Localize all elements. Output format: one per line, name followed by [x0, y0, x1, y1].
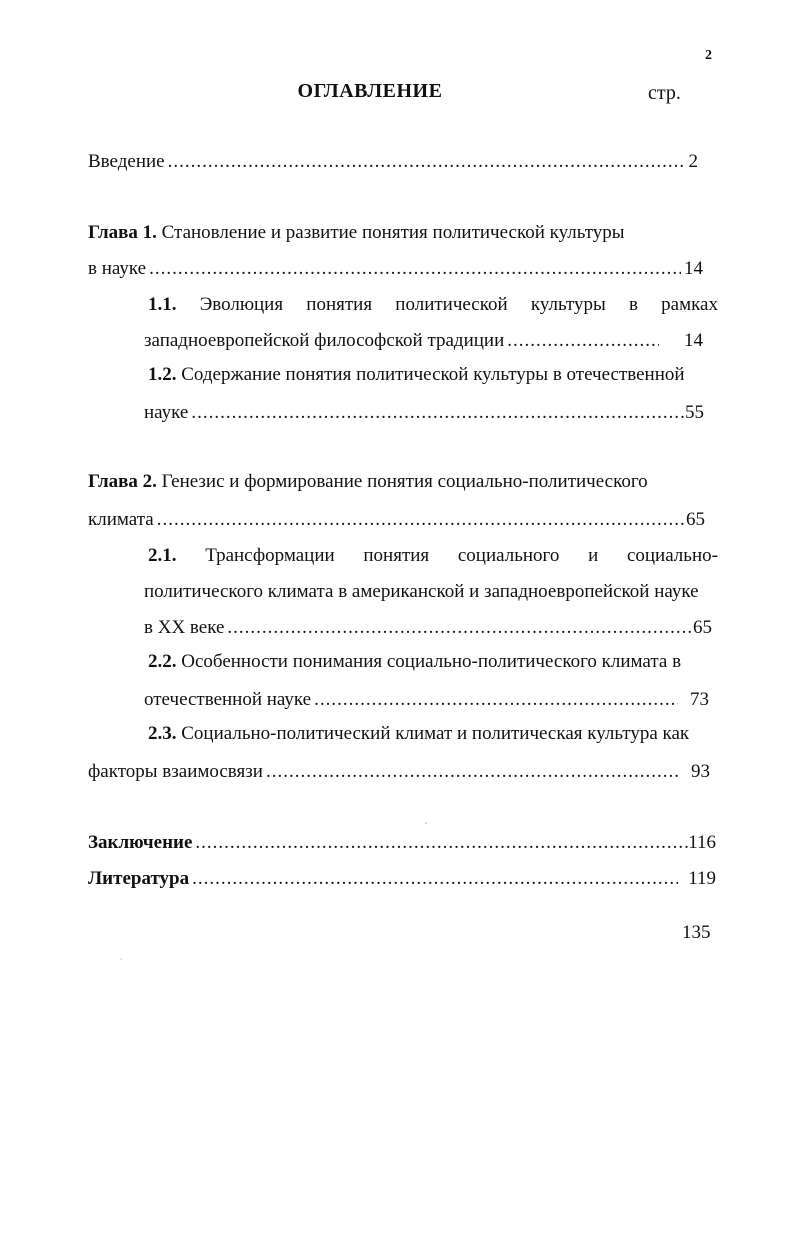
section-word: социально- [626, 545, 718, 566]
scan-speck [425, 822, 427, 824]
chapter-title-line2: в науке [88, 258, 147, 279]
toc-entry-page: 55 [685, 402, 704, 423]
chapter-title-line1: Становление и развитие понятия политической культуры [161, 222, 625, 243]
section-word: культуры [530, 294, 606, 315]
leader-dots [191, 400, 685, 426]
toc-entry-conclusion[interactable] [88, 830, 716, 856]
chapter-number: Глава 1. [88, 222, 157, 243]
leader-dots [227, 615, 693, 641]
section-title-line2: науке [144, 402, 189, 423]
section-number: 1.2. [148, 364, 177, 385]
section-word: и [588, 545, 599, 566]
toc-section-2-1-line2: политического климата в американской и западноевропейской науке [144, 581, 699, 602]
toc-section-1-1[interactable] [144, 328, 703, 354]
toc-chapter-2[interactable] [88, 507, 705, 533]
toc-section-1-2-title[interactable] [148, 364, 685, 386]
chapter-title-line2: климата [88, 509, 154, 530]
toc-chapter-1-title[interactable] [88, 222, 625, 244]
toc-section-2-1[interactable] [144, 615, 712, 641]
toc-entry-literature[interactable] [88, 866, 716, 892]
toc-section-2-3-title[interactable] [148, 723, 689, 745]
chapter-number: Глава 2. [88, 471, 157, 492]
toc-entry-page: 65 [686, 509, 705, 530]
section-word: понятия [363, 545, 430, 566]
page-title: ОГЛАВЛЕНИЕ [297, 80, 443, 102]
leader-dots [314, 687, 678, 713]
toc-entry-page: 2 [688, 151, 698, 172]
section-word: понятия [306, 294, 373, 315]
toc-chapter-2-title[interactable] [88, 471, 648, 493]
toc-entry-page: 14 [684, 258, 703, 279]
section-word: Трансформации [205, 545, 335, 566]
leader-dots [157, 507, 686, 533]
section-title-line1: Особенности понимания социально-политического климата в [181, 651, 682, 672]
leader-dots [168, 149, 686, 175]
chapter-title-line1: Генезис и формирование понятия социально-политического [161, 471, 648, 492]
section-word: в [628, 294, 638, 315]
toc-section-2-2[interactable] [144, 687, 709, 713]
section-title-line2: западноевропейской философской традиции [144, 330, 505, 351]
toc-section-2-1-title[interactable] [148, 543, 718, 569]
page-number: 2 [705, 48, 712, 63]
toc-section-1-1-title[interactable] [148, 292, 718, 318]
leader-dots [195, 830, 688, 856]
toc-entry-page: 65 [693, 617, 712, 638]
leader-dots [149, 256, 681, 282]
section-title-line1: Содержание понятия политической культуры в отечественной [181, 364, 685, 385]
section-number: 1.1. [148, 294, 177, 315]
scan-speck [120, 958, 122, 960]
toc-entry-page: 93 [691, 761, 710, 782]
section-number: 2.3. [148, 723, 177, 744]
leader-dots [266, 759, 679, 785]
section-word: политической [395, 294, 508, 315]
toc-section-2-3[interactable] [88, 759, 710, 785]
toc-entry-page: 116 [688, 832, 716, 853]
toc-entry-page: 119 [688, 868, 716, 889]
section-title-line1: Социально-политический климат и политическая культура как [181, 723, 690, 744]
section-word: рамках [661, 294, 718, 315]
section-title-line2: факторы взаимосвязи [88, 761, 263, 782]
toc-entry-page: 73 [690, 689, 709, 710]
toc-appendix-page[interactable]: 135 [682, 922, 711, 943]
section-title-line2: отечественной науке [144, 689, 312, 710]
section-number: 2.2. [148, 651, 177, 672]
section-word: социального [457, 545, 560, 566]
toc-section-1-2[interactable] [144, 400, 704, 426]
section-title-line3: в XX веке [144, 617, 225, 638]
toc-entry-page: 14 [684, 330, 703, 351]
leader-dots [507, 328, 659, 354]
leader-dots [192, 866, 678, 892]
toc-chapter-1[interactable] [88, 256, 703, 282]
section-word: Эволюция [199, 294, 284, 315]
toc-entry-label: Литература [88, 868, 190, 889]
toc-entry-label: Введение [88, 151, 165, 172]
toc-section-2-2-title[interactable] [148, 651, 681, 673]
toc-entry-intro[interactable] [88, 149, 698, 175]
page-column-label: стр. [648, 82, 681, 104]
toc-entry-label: Заключение [88, 832, 193, 853]
section-number: 2.1. [148, 545, 177, 566]
